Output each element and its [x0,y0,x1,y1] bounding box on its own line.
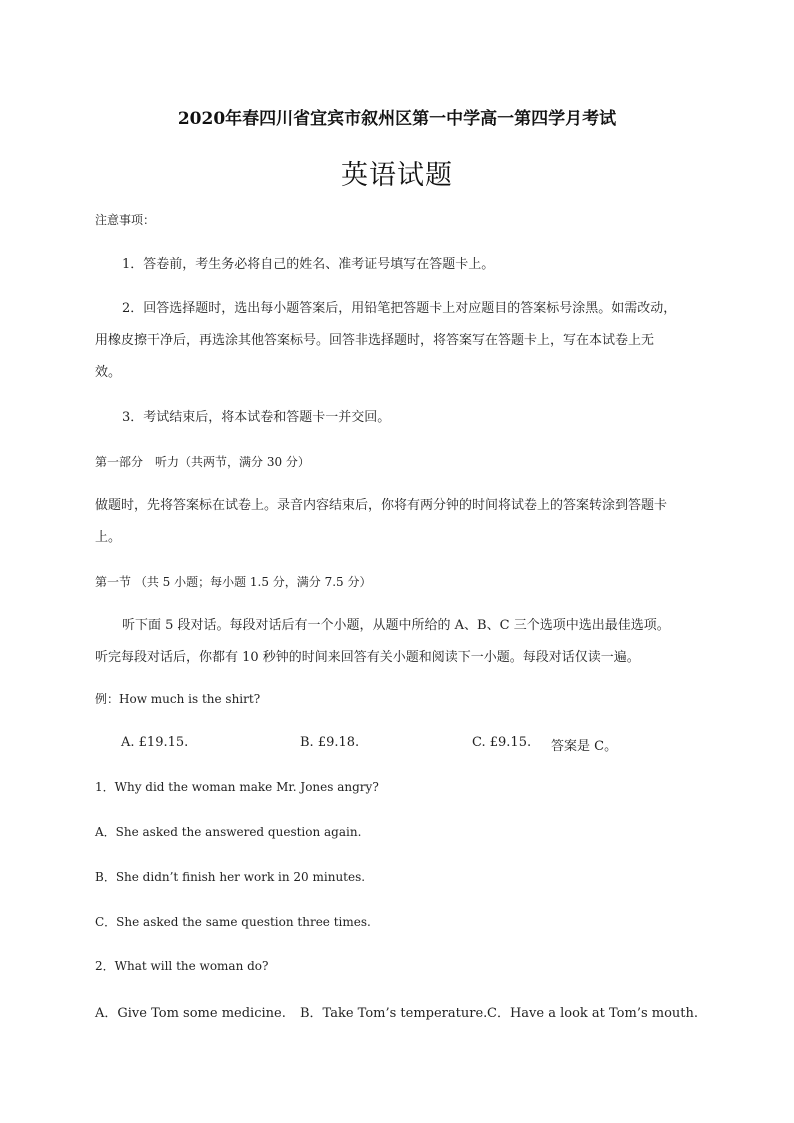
example-option-a: A. £19.15. [121,735,189,750]
question-2-option-c: C．Have a look at Tom’s mouth. [487,1006,699,1021]
example-question: 例：How much is the shirt? [95,692,261,706]
question-2-option-a: A．Give Tom some medicine. [95,1006,286,1021]
question-1-option-a: A．She asked the answered question again. [95,825,362,839]
section1-heading: 第一节 （共 5 小题；每小题 1.5 分，满分 7.5 分） [95,575,372,589]
question-2-option-b: B．Take Tom’s temperature. [300,1006,488,1021]
question-2-stem: 2．What will the woman do? [95,959,269,973]
notice-heading: 注意事项： [95,213,156,227]
notice-item-2-line3: 效。 [95,365,122,380]
question-1-option-b: B．She didn’t finish her work in 20 minutes. [95,870,366,884]
notice-item-2-line2: 用橡皮擦干净后，再选涂其他答案标号。回答非选择题时，将答案写在答题卡上，写在本试卷上无 [95,333,655,348]
example-answer: 答案是 C。 [551,739,618,754]
notice-item-2-line1: 2．回答选择题时，选出每小题答案后，用铅笔把答题卡上对应题目的答案标号涂黑。如需改动， [122,301,677,316]
part1-instruction-line2: 上。 [95,530,122,545]
exam-subtitle: 英语试题 [341,160,453,191]
question-1-stem: 1．Why did the woman make Mr. Jones angry? [95,780,379,794]
example-option-b: B. £9.18. [300,735,360,750]
question-1-option-c: C．She asked the same question three times. [95,915,371,929]
part1-instruction-line1: 做题时，先将答案标在试卷上。录音内容结束后，你将有两分钟的时间将试卷上的答案转涂到答题卡 [95,498,668,513]
section1-instruction-line2: 听完每段对话后，你都有 10 秒钟的时间来回答有关小题和阅读下一小题。每段对话仅读一遍。 [95,650,640,665]
notice-item-1: 1．答卷前，考生务必将自己的姓名、准考证号填写在答题卡上。 [122,257,495,272]
section1-instruction-line1: 听下面 5 段对话。每段对话后有一个小题，从题中所给的 A、B、C 三个选项中选出最佳选项。 [122,618,670,633]
part1-heading: 第一部分 听力（共两节，满分 30 分） [95,455,310,469]
exam-title: 2020年春四川省宜宾市叙州区第一中学高一第四学月考试 [177,109,617,129]
notice-item-3: 3．考试结束后，将本试卷和答题卡一并交回。 [122,410,391,425]
example-option-c: C. £9.15. [472,735,532,750]
